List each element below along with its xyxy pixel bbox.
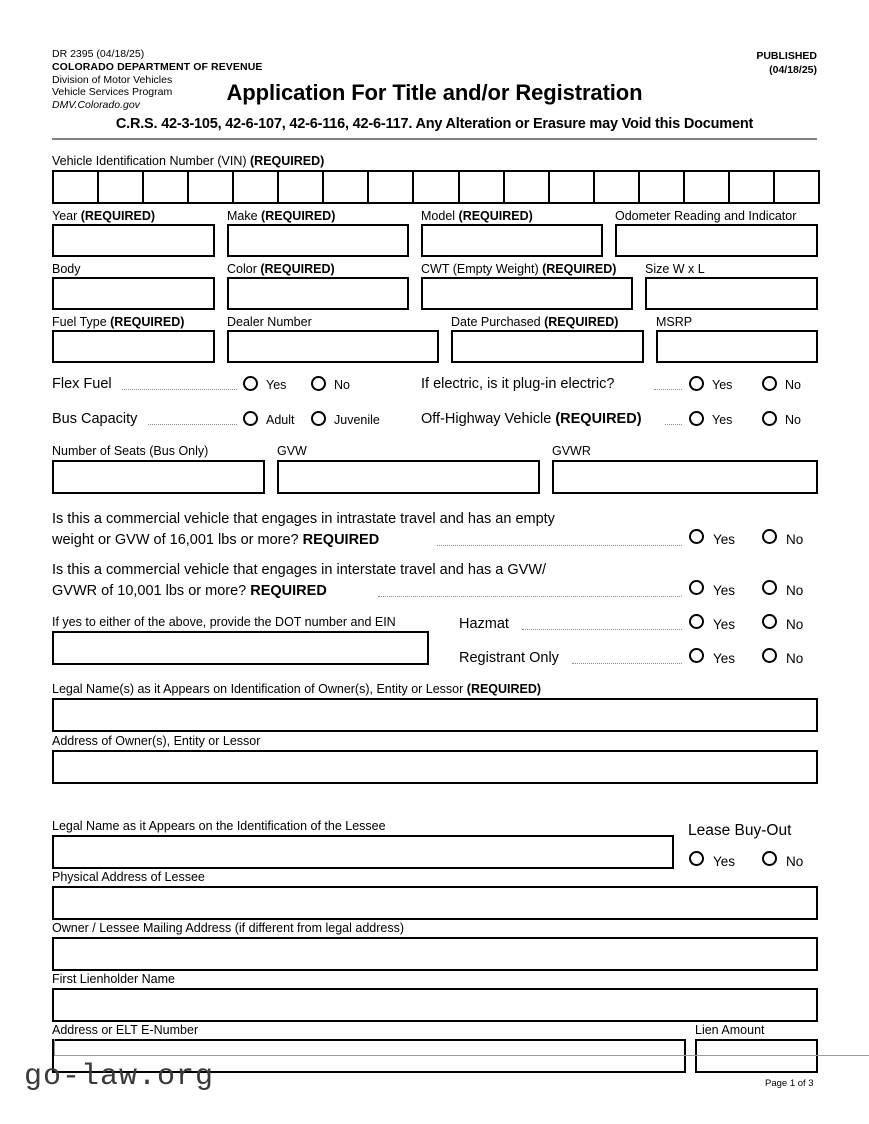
registrant-only-yes-label: Yes <box>713 651 736 666</box>
vin-char-box[interactable] <box>773 170 820 204</box>
vin-char-box[interactable] <box>593 170 640 204</box>
bus-capacity-leader <box>148 424 237 425</box>
off-highway-leader <box>665 424 682 425</box>
year-input[interactable] <box>52 224 215 257</box>
interstate-leader <box>378 596 682 597</box>
hazmat-no-radio[interactable] <box>762 614 777 629</box>
off-highway-no-label: No <box>785 413 801 427</box>
watermark: go-law.org <box>24 1060 215 1094</box>
flex-fuel-yes-label: Yes <box>266 378 287 392</box>
odometer-label: Odometer Reading and Indicator <box>615 209 797 223</box>
vin-char-box[interactable] <box>638 170 685 204</box>
bus-capacity-question: Bus Capacity <box>52 411 138 427</box>
cwt-input[interactable] <box>421 277 633 310</box>
vin-char-box[interactable] <box>277 170 324 204</box>
size-label: Size W x L <box>645 262 705 276</box>
cwt-label: CWT (Empty Weight) (REQUIRED) <box>421 262 617 276</box>
intrastate-yes-label: Yes <box>713 532 736 547</box>
intrastate-no-radio[interactable] <box>762 529 777 544</box>
interstate-no-label: No <box>786 583 804 598</box>
flex-fuel-leader <box>122 389 237 390</box>
msrp-input[interactable] <box>656 330 818 363</box>
off-highway-yes-radio[interactable] <box>689 411 704 426</box>
published-label: PUBLISHED <box>756 50 817 62</box>
model-input[interactable] <box>421 224 603 257</box>
lease-buyout-label: Lease Buy-Out <box>688 822 792 839</box>
hazmat-question: Hazmat <box>459 616 509 632</box>
vin-char-box[interactable] <box>367 170 414 204</box>
address-elt-label: Address or ELT E-Number <box>52 1023 199 1037</box>
year-label: Year (REQUIRED) <box>52 209 156 223</box>
fuel-type-label: Fuel Type (REQUIRED) <box>52 315 185 329</box>
lien-amount-label: Lien Amount <box>695 1023 765 1037</box>
plug-in-electric-no-radio[interactable] <box>762 376 777 391</box>
registrant-only-no-radio[interactable] <box>762 648 777 663</box>
legal-name-owner-input[interactable] <box>52 698 818 732</box>
seats-input[interactable] <box>52 460 265 494</box>
legal-name-lessee-label: Legal Name as it Appears on the Identification of the Lessee <box>52 819 386 833</box>
interstate-question-line1: Is this a commercial vehicle that engages in interstate travel and has a GVW/ <box>52 562 547 578</box>
make-label: Make (REQUIRED) <box>227 209 336 223</box>
vin-char-box[interactable] <box>52 170 99 204</box>
header-divider <box>52 138 817 140</box>
vin-char-box[interactable] <box>187 170 234 204</box>
msrp-label: MSRP <box>656 315 693 329</box>
registrant-only-yes-radio[interactable] <box>689 648 704 663</box>
dot-ein-label: If yes to either of the above, provide the DOT number and EIN <box>52 615 396 629</box>
vin-char-box[interactable] <box>503 170 550 204</box>
intrastate-question-line2: weight or GVW of 16,001 lbs or more? REQUIRED <box>52 532 380 548</box>
first-lienholder-label: First Lienholder Name <box>52 972 175 986</box>
physical-address-lessee-label: Physical Address of Lessee <box>52 870 205 884</box>
model-label: Model (REQUIRED) <box>421 209 533 223</box>
plug-in-electric-question: If electric, is it plug-in electric? <box>421 376 615 392</box>
mailing-address-input[interactable] <box>52 937 818 971</box>
vin-char-box[interactable] <box>412 170 459 204</box>
program-name: Vehicle Services Program <box>52 86 173 99</box>
page-title: Application For Title and/or Registration <box>226 80 643 105</box>
bus-capacity-adult-radio[interactable] <box>243 411 258 426</box>
vin-char-box[interactable] <box>728 170 775 204</box>
gvwr-input[interactable] <box>552 460 818 494</box>
hazmat-yes-radio[interactable] <box>689 614 704 629</box>
registrant-only-leader <box>572 663 682 664</box>
vin-char-box[interactable] <box>97 170 144 204</box>
vin-char-box[interactable] <box>232 170 279 204</box>
off-highway-yes-label: Yes <box>712 413 733 427</box>
published-date: (04/18/25) <box>769 64 817 77</box>
address-owner-label: Address of Owner(s), Entity or Lessor <box>52 734 261 748</box>
first-lienholder-input[interactable] <box>52 988 818 1022</box>
flex-fuel-no-label: No <box>334 378 350 392</box>
watermark-tick <box>54 1039 55 1055</box>
registrant-only-no-label: No <box>786 651 804 666</box>
intrastate-no-label: No <box>786 532 804 547</box>
off-highway-no-radio[interactable] <box>762 411 777 426</box>
dot-ein-input[interactable] <box>52 631 429 665</box>
hazmat-no-label: No <box>786 617 804 632</box>
lease-buyout-no-label: No <box>786 854 804 869</box>
lease-buyout-yes-label: Yes <box>713 854 736 869</box>
legal-name-lessee-input[interactable] <box>52 835 674 869</box>
odometer-input[interactable] <box>615 224 818 257</box>
fuel-type-input[interactable] <box>52 330 215 363</box>
seats-label: Number of Seats (Bus Only) <box>52 444 209 458</box>
interstate-yes-radio[interactable] <box>689 580 704 595</box>
color-label: Color (REQUIRED) <box>227 262 335 276</box>
vin-label: Vehicle Identification Number (VIN) (REQUIRED) <box>52 154 325 168</box>
vin-char-box[interactable] <box>322 170 369 204</box>
agency-website: DMV.Colorado.gov <box>52 99 140 112</box>
intrastate-question-line1: Is this a commercial vehicle that engages in intrastate travel and has an empty <box>52 511 555 527</box>
published-block <box>756 49 817 77</box>
vin-char-box[interactable] <box>548 170 595 204</box>
form-number: DR 2395 (04/18/25) <box>52 48 145 60</box>
body-input[interactable] <box>52 277 215 310</box>
color-input[interactable] <box>227 277 409 310</box>
hazmat-leader <box>522 629 682 630</box>
physical-address-lessee-input[interactable] <box>52 886 818 920</box>
lease-buyout-yes-radio[interactable] <box>689 851 704 866</box>
flex-fuel-no-radio[interactable] <box>311 376 326 391</box>
hazmat-yes-label: Yes <box>713 617 736 632</box>
bus-capacity-juvenile-radio[interactable] <box>311 411 326 426</box>
plug-in-electric-yes-label: Yes <box>712 378 733 392</box>
legal-name-owner-label: Legal Name(s) as it Appears on Identification of Owner(s), Entity or Lessor (REQUIRED) <box>52 682 542 696</box>
intrastate-yes-radio[interactable] <box>689 529 704 544</box>
off-highway-question: Off-Highway Vehicle (REQUIRED) <box>421 411 642 427</box>
division-name: Division of Motor Vehicles <box>52 73 173 86</box>
date-purchased-input[interactable] <box>451 330 644 363</box>
gvwr-label: GVWR <box>552 444 591 458</box>
plug-in-electric-yes-radio[interactable] <box>689 376 704 391</box>
lien-amount-input[interactable] <box>695 1039 818 1073</box>
intrastate-leader <box>437 545 682 546</box>
bus-capacity-juvenile-label: Juvenile <box>334 413 380 427</box>
body-label: Body <box>52 262 81 276</box>
interstate-no-radio[interactable] <box>762 580 777 595</box>
dealer-number-label: Dealer Number <box>227 315 312 329</box>
dealer-number-input[interactable] <box>227 330 439 363</box>
interstate-yes-label: Yes <box>713 583 736 598</box>
watermark-rule <box>54 1055 869 1056</box>
lease-buyout-no-radio[interactable] <box>762 851 777 866</box>
gvw-input[interactable] <box>277 460 540 494</box>
flex-fuel-question: Flex Fuel <box>52 376 112 392</box>
make-input[interactable] <box>227 224 409 257</box>
size-input[interactable] <box>645 277 818 310</box>
page-number: Page 1 of 3 <box>765 1078 814 1089</box>
plug-in-electric-leader <box>654 389 682 390</box>
vin-char-box[interactable] <box>142 170 189 204</box>
bus-capacity-adult-label: Adult <box>266 413 295 427</box>
plug-in-electric-no-label: No <box>785 378 801 392</box>
address-owner-input[interactable] <box>52 750 818 784</box>
registrant-only-question: Registrant Only <box>459 650 559 666</box>
vin-char-box[interactable] <box>458 170 505 204</box>
crs-statute-line: C.R.S. 42-3-105, 42-6-107, 42-6-116, 42-6-117. Any Alteration or Erasure may Void this Document <box>115 116 754 132</box>
interstate-question-line2: GVWR of 10,001 lbs or more? REQUIRED <box>52 583 327 599</box>
mailing-address-label: Owner / Lessee Mailing Address (if different from legal address) <box>52 921 405 935</box>
gvw-label: GVW <box>277 444 307 458</box>
department-name: COLORADO DEPARTMENT OF REVENUE <box>52 60 263 73</box>
vin-char-box[interactable] <box>683 170 730 204</box>
date-purchased-label: Date Purchased (REQUIRED) <box>451 315 619 329</box>
flex-fuel-yes-radio[interactable] <box>243 376 258 391</box>
